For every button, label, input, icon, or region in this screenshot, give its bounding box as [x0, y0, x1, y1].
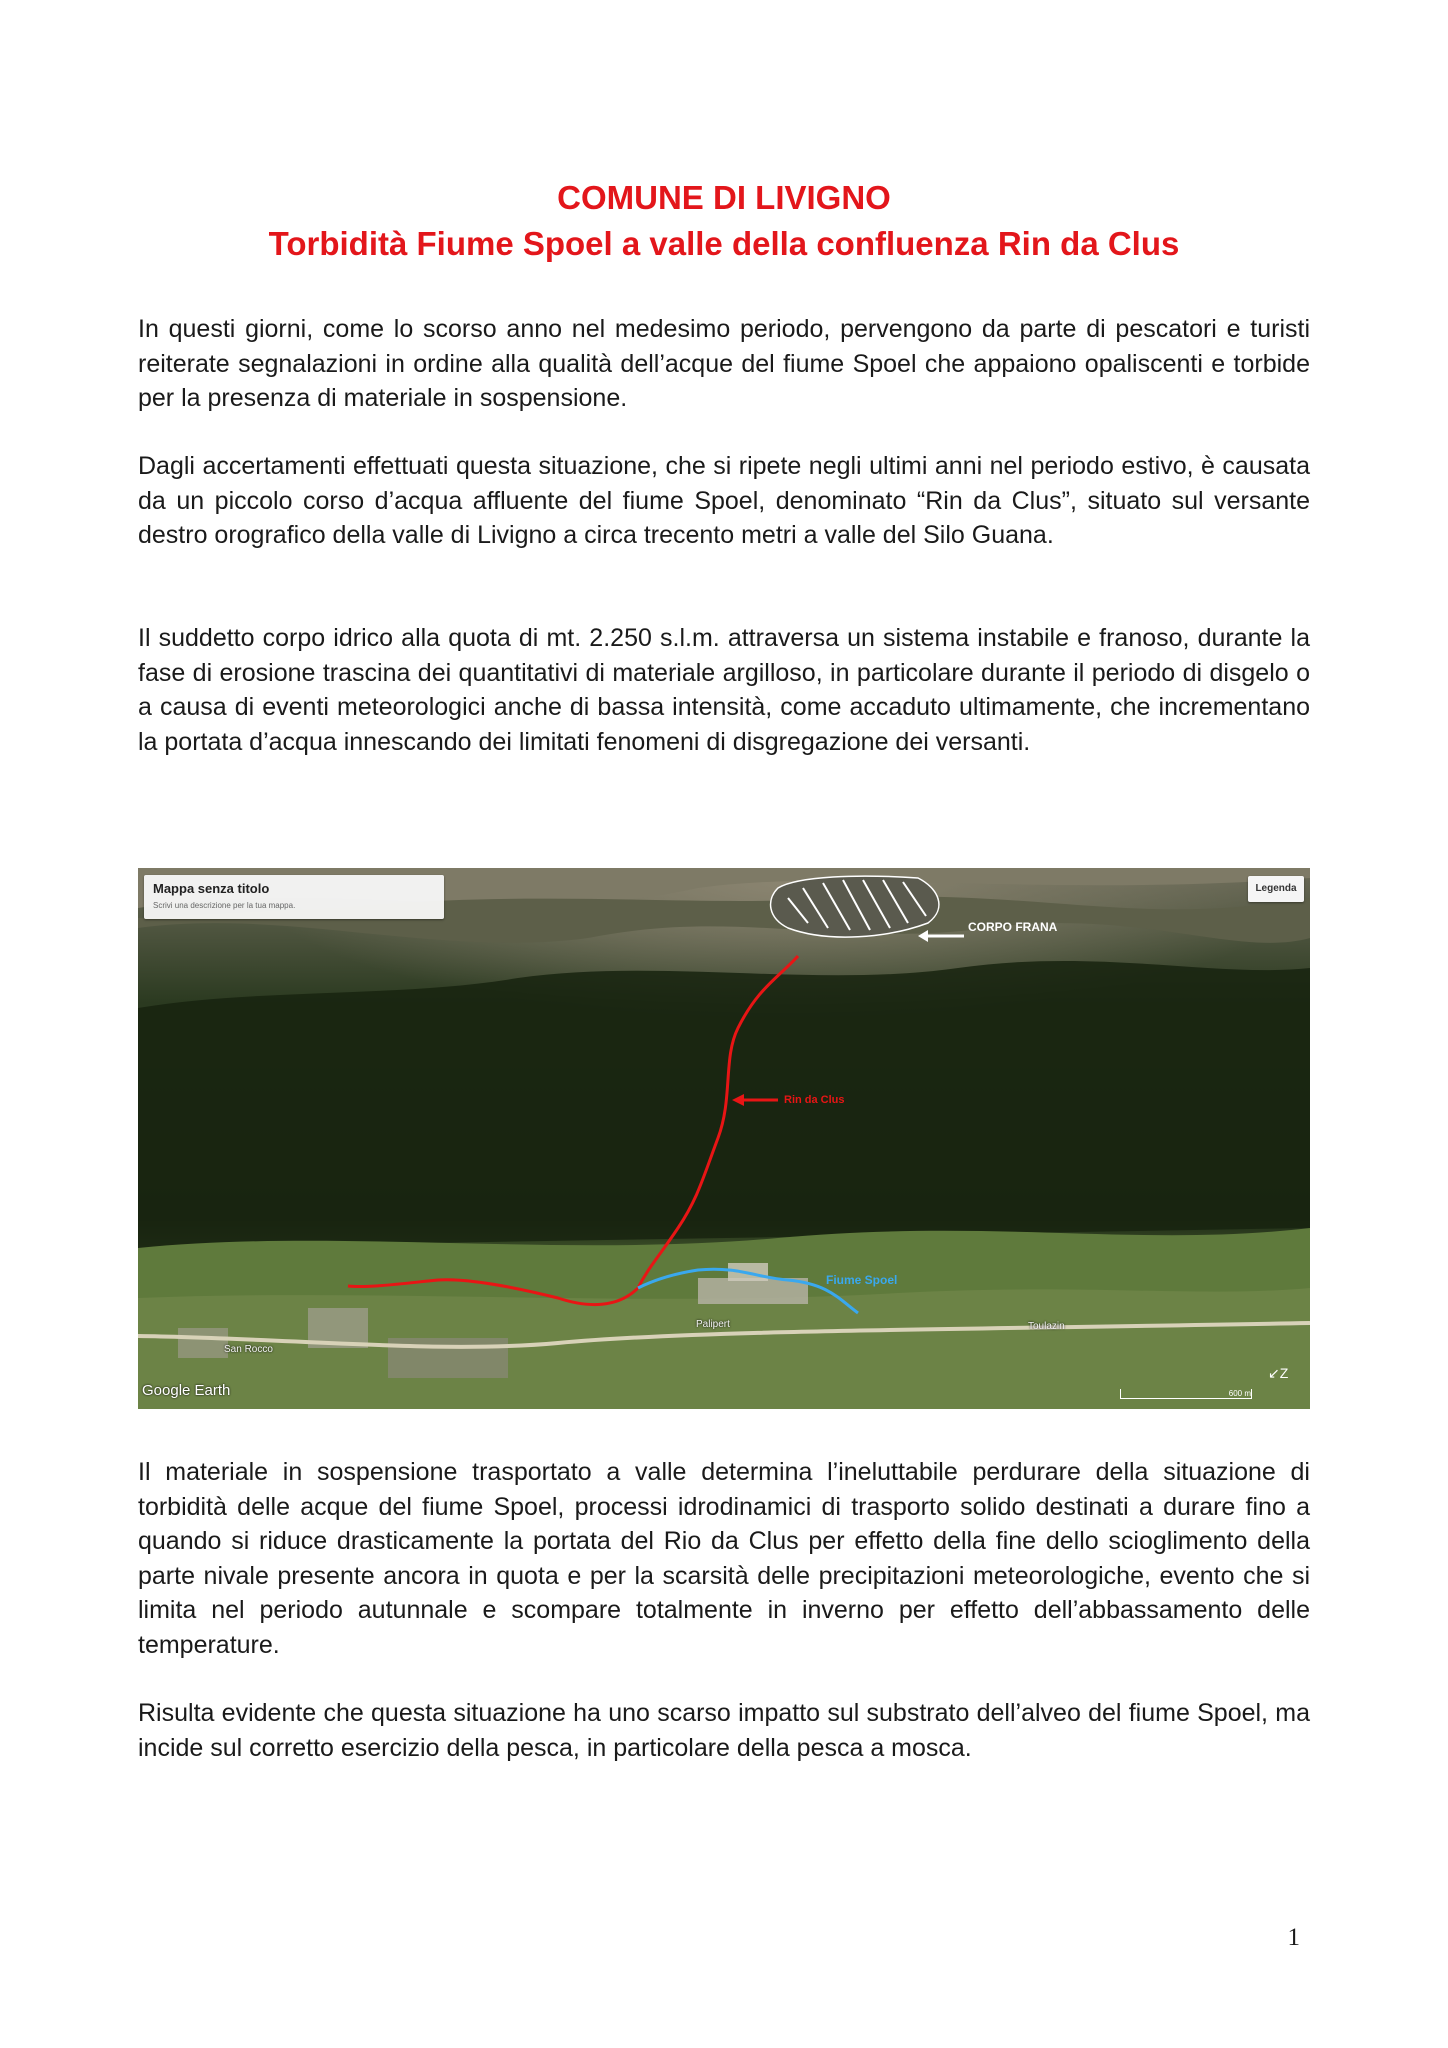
- paragraph-3: Il suddetto corpo idrico alla quota di mt. 2.250 s.l.m. attraversa un sistema instabile e franoso, durante la fase di erosione trascina dei quantitativi di materiale argilloso, in particolare durante il periodo di disgelo o a causa di eventi meteorologici anche di bassa intensità, come accaduto ultimamente, che incrementano la portata d’acqua innescando dei limitati fenomeni di disgregazione dei versanti.: [138, 624, 1310, 756]
- legend-button[interactable]: Legenda: [1248, 876, 1304, 902]
- document-title: COMUNE DI LIVIGNO: [557, 179, 891, 216]
- document-subtitle: Torbidità Fiume Spoel a valle della confluenza Rin da Clus: [268, 225, 1180, 262]
- map-scale-bar: [1120, 1389, 1252, 1399]
- map-card-description: Scrivi una descrizione per la tua mappa.: [153, 901, 296, 910]
- river-label: Fiume Spoel: [826, 1273, 898, 1287]
- satellite-map: [138, 868, 1310, 1409]
- place-label-toulazin: Toulazin: [1028, 1321, 1065, 1332]
- google-earth-watermark: Google Earth: [142, 1382, 231, 1399]
- place-label-palipert: Palipert: [696, 1319, 730, 1330]
- page-number: 1: [1287, 1924, 1300, 1951]
- paragraph-4: Il materiale in sospensione trasportato a valle determina l’ineluttabile perdurare della situazione di torbidità delle acque del fiume Spoel, processi idrodinamici di trasporto solido destinati a durare fino a quando si riduce drasticamente la portata del Rio da Clus per effetto della fine dello scioglimento della parte nivale presente ancora in quota e per la scarsità delle precipitazioni meteorologiche, evento che si limita nel periodo autunnale e scompare totalmente in inverno per effetto dell’abbassamento delle temperature.: [138, 1458, 1310, 1659]
- paragraph-2: Dagli accertamenti effettuati questa situazione, che si ripete negli ultimi anni nel periodo estivo, è causata da un piccolo corso d’acqua affluente del fiume Spoel, denominato “Rin da Clus”, situato sul versante destro orografico della valle di Livigno a circa trecento metri a valle del Silo Guana.: [138, 452, 1310, 549]
- map-info-card[interactable]: [144, 875, 444, 919]
- landslide-label: CORPO FRANA: [968, 920, 1058, 934]
- paragraph-1: In questi giorni, come lo scorso anno nel medesimo periodo, pervengono da parte di pescatori e turisti reiterate segnalazioni in ordine alla qualità dell’acque del fiume Spoel che appaiono opaliscenti e torbide per la presenza di materiale in sospensione.: [138, 315, 1310, 412]
- map-card-title: Mappa senza titolo: [153, 881, 270, 896]
- stream-label: Rin da Clus: [784, 1094, 845, 1106]
- place-label-san-rocco: San Rocco: [224, 1344, 273, 1355]
- paragraph-5: Risulta evidente che questa situazione ha uno scarso impatto sul substrato dell’alveo del fiume Spoel, ma incide sul corretto esercizio della pesca, in particolare della pesca a mosca.: [138, 1699, 1310, 1762]
- compass-icon: ↙Z: [1268, 1365, 1289, 1381]
- scale-label: 600 m: [1228, 1389, 1251, 1398]
